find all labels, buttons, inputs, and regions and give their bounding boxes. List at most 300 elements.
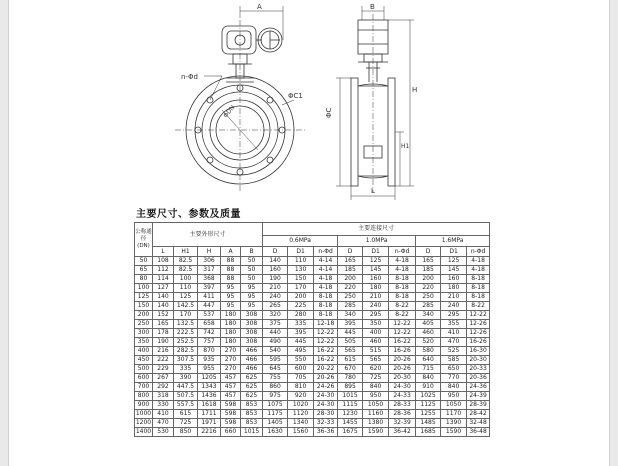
table-row xyxy=(135,356,490,365)
table-cell: 4-18 xyxy=(389,257,416,266)
table-cell: 470 xyxy=(153,419,174,428)
table-cell: 125 xyxy=(441,257,467,266)
table-cell: 20-30 xyxy=(467,356,490,365)
table-cell: 1170 xyxy=(441,410,467,419)
table-cell: 600 xyxy=(288,365,314,374)
table-row xyxy=(135,374,490,383)
table-cell: 125 xyxy=(363,257,389,266)
column-header: D xyxy=(263,247,288,257)
table-cell: 505 xyxy=(338,338,363,347)
table-row xyxy=(135,275,490,284)
table-cell: 585 xyxy=(441,356,467,365)
table-cell: 4-18 xyxy=(314,275,338,284)
table-cell: 4-14 xyxy=(314,266,338,275)
table-cell: 457 xyxy=(221,392,241,401)
table-cell: 755 xyxy=(263,374,288,383)
table-cell: 853 xyxy=(241,419,263,428)
table-cell: 160 xyxy=(441,275,467,284)
table-cell: 495 xyxy=(288,347,314,356)
table-cell: 88 xyxy=(221,275,241,284)
table-cell: 595 xyxy=(263,356,288,365)
table-cell: 178 xyxy=(153,329,174,338)
table-cell: 411 xyxy=(198,293,221,302)
table-row xyxy=(135,428,490,437)
table-cell: 250 xyxy=(338,293,363,302)
table-cell: 307.5 xyxy=(174,356,198,365)
table-cell: 8-18 xyxy=(314,311,338,320)
table-cell: 1485 xyxy=(416,419,441,428)
table-cell: 1175 xyxy=(263,410,288,419)
table-cell: 550 xyxy=(288,356,314,365)
table-row xyxy=(135,401,490,410)
table-row xyxy=(135,338,490,347)
table-cell: 447.5 xyxy=(174,383,198,392)
table-cell: 910 xyxy=(416,383,441,392)
spec-table-body xyxy=(135,257,490,437)
table-cell: 410 xyxy=(153,410,174,419)
table-cell: 180 xyxy=(221,338,241,347)
table-cell: 350 xyxy=(363,320,389,329)
table-cell: 36-42 xyxy=(389,428,416,437)
table-cell: 8-18 xyxy=(389,284,416,293)
table-cell: 340 xyxy=(416,311,441,320)
dn-cell: 100 xyxy=(135,284,153,293)
table-cell: 1120 xyxy=(288,410,314,419)
table-cell: 840 xyxy=(363,383,389,392)
table-cell: 355 xyxy=(441,320,467,329)
table-cell: 447 xyxy=(198,302,221,311)
front-view xyxy=(175,6,306,192)
table-cell: 185 xyxy=(416,266,441,275)
column-header: D xyxy=(416,247,441,257)
table-cell: 16-26 xyxy=(389,347,416,356)
table-cell: 180 xyxy=(221,311,241,320)
table-row xyxy=(135,320,490,329)
table-cell: 955 xyxy=(198,365,221,374)
table-cell: 853 xyxy=(241,401,263,410)
dn-cell: 450 xyxy=(135,356,153,365)
table-cell: 1390 xyxy=(441,419,467,428)
table-cell: 8-18 xyxy=(467,284,490,293)
table-cell: 240 xyxy=(441,302,467,311)
dn-cell: 600 xyxy=(135,374,153,383)
table-cell: 12-22 xyxy=(389,329,416,338)
table-cell: 658 xyxy=(198,320,221,329)
label-B: B xyxy=(370,3,375,11)
table-row xyxy=(135,257,490,266)
table-cell: 1075 xyxy=(263,401,288,410)
label-phi-c1: ΦC1 xyxy=(288,92,303,100)
table-cell: 28-39 xyxy=(467,401,490,410)
column-header: n-Φd xyxy=(314,247,338,257)
table-cell: 466 xyxy=(241,356,263,365)
table-cell: 335 xyxy=(288,320,314,329)
table-cell: 670 xyxy=(338,365,363,374)
table-cell: 935 xyxy=(198,356,221,365)
table-cell: 705 xyxy=(288,374,314,383)
table-cell: 308 xyxy=(241,329,263,338)
table-cell: 625 xyxy=(241,374,263,383)
section-title: 主要尺寸、参数及质量 xyxy=(136,209,241,220)
table-cell: 400 xyxy=(363,329,389,338)
table-cell: 405 xyxy=(416,320,441,329)
table-cell: 1230 xyxy=(338,410,363,419)
table-cell: 1340 xyxy=(288,419,314,428)
label-phi-c: ΦC xyxy=(325,107,333,118)
table-cell: 4-14 xyxy=(314,257,338,266)
table-cell: 895 xyxy=(338,383,363,392)
table-cell: 1560 xyxy=(288,428,314,437)
dn-cell: 150 xyxy=(135,302,153,311)
table-cell: 757 xyxy=(198,338,221,347)
table-cell: 1050 xyxy=(363,401,389,410)
label-A: A xyxy=(257,3,262,11)
table-cell: 308 xyxy=(241,338,263,347)
table-cell: 110 xyxy=(288,257,314,266)
table-cell: 50 xyxy=(241,266,263,275)
table-cell: 50 xyxy=(241,275,263,284)
table-cell: 180 xyxy=(221,320,241,329)
table-cell: 457 xyxy=(221,374,241,383)
column-header: H1 xyxy=(174,247,198,257)
table-cell: 28-33 xyxy=(389,401,416,410)
table-cell: 250 xyxy=(416,293,441,302)
table-cell: 850 xyxy=(174,428,198,437)
dn-cell: 400 xyxy=(135,347,153,356)
table-cell: 88 xyxy=(221,257,241,266)
table-cell: 20-26 xyxy=(389,365,416,374)
table-row xyxy=(135,419,490,428)
table-cell: 240 xyxy=(363,302,389,311)
dn-cell: 125 xyxy=(135,293,153,302)
table-cell: 222 xyxy=(153,356,174,365)
table-cell: 770 xyxy=(441,374,467,383)
table-cell: 8-22 xyxy=(389,311,416,320)
table-cell: 1125 xyxy=(416,401,441,410)
table-cell: 395 xyxy=(338,320,363,329)
table-cell: 395 xyxy=(288,329,314,338)
table-cell: 8-22 xyxy=(467,302,490,311)
table-row xyxy=(135,293,490,302)
header-pressure-0.6: 0.6MPa xyxy=(263,236,338,247)
table-cell: 1255 xyxy=(416,410,441,419)
table-cell: 88 xyxy=(221,266,241,275)
table-cell: 190 xyxy=(263,275,288,284)
table-row xyxy=(135,365,490,374)
table-cell: 160 xyxy=(263,266,288,275)
table-cell: 16-22 xyxy=(314,347,338,356)
table-cell: 200 xyxy=(416,275,441,284)
table-cell: 620 xyxy=(363,365,389,374)
table-cell: 295 xyxy=(441,311,467,320)
table-cell: 410 xyxy=(441,329,467,338)
table-cell: 625 xyxy=(241,383,263,392)
table-cell: 950 xyxy=(363,392,389,401)
table-cell: 20-36 xyxy=(467,374,490,383)
dn-cell: 900 xyxy=(135,401,153,410)
column-header: D xyxy=(338,247,363,257)
table-cell: 95 xyxy=(241,293,263,302)
table-cell: 24-30 xyxy=(314,392,338,401)
table-cell: 860 xyxy=(263,383,288,392)
table-cell: 810 xyxy=(288,383,314,392)
table-cell: 4-18 xyxy=(467,257,490,266)
dn-cell: 1000 xyxy=(135,410,152,417)
table-cell: 127 xyxy=(153,284,174,293)
column-header: A xyxy=(221,247,241,257)
table-cell: 270 xyxy=(221,356,241,365)
dn-cell: 500 xyxy=(135,365,153,374)
table-cell: 780 xyxy=(338,374,363,383)
table-cell: 252.5 xyxy=(174,338,198,347)
table-cell: 8-22 xyxy=(389,302,416,311)
table-cell: 1455 xyxy=(338,419,363,428)
table-cell: 20-22 xyxy=(314,365,338,374)
label-n-phi-d: n-Φd xyxy=(181,73,198,81)
table-cell: 1115 xyxy=(338,401,363,410)
table-cell: 625 xyxy=(241,392,263,401)
table-cell: 840 xyxy=(416,374,441,383)
table-cell: 335 xyxy=(174,365,198,374)
dn-cell: 50 xyxy=(135,257,153,266)
table-cell: 640 xyxy=(416,356,441,365)
table-cell: 490 xyxy=(263,338,288,347)
table-cell: 725 xyxy=(363,374,389,383)
table-cell: 165 xyxy=(416,257,441,266)
table-cell: 282.5 xyxy=(174,347,198,356)
table-cell: 32-48 xyxy=(467,419,490,428)
table-cell: 1160 xyxy=(363,410,389,419)
table-cell: 470 xyxy=(441,338,467,347)
table-cell: 460 xyxy=(416,329,441,338)
table-cell: 95 xyxy=(221,284,241,293)
table-cell: 165 xyxy=(338,257,363,266)
table-cell: 457 xyxy=(221,383,241,392)
table-cell: 220 xyxy=(338,284,363,293)
table-cell: 317 xyxy=(198,266,221,275)
label-L: L xyxy=(371,187,375,195)
table-cell: 615 xyxy=(174,410,198,419)
table-cell: 280 xyxy=(288,311,314,320)
label-H: H xyxy=(412,86,418,94)
table-cell: 507.5 xyxy=(174,392,198,401)
table-cell: 1630 xyxy=(263,428,288,437)
table-cell: 95 xyxy=(241,302,263,311)
table-cell: 140 xyxy=(153,293,174,302)
table-cell: 12-22 xyxy=(314,329,338,338)
dn-cell: 1400 xyxy=(135,428,152,435)
table-cell: 308 xyxy=(241,320,263,329)
table-cell: 152 xyxy=(153,311,174,320)
table-cell: 12-22 xyxy=(389,320,416,329)
table-cell: 375 xyxy=(263,320,288,329)
column-header: n-Φd xyxy=(467,247,490,257)
table-cell: 515 xyxy=(363,347,389,356)
table-cell: 565 xyxy=(363,356,389,365)
table-cell: 24-30 xyxy=(314,401,338,410)
table-cell: 390 xyxy=(174,374,198,383)
table-cell: 142.5 xyxy=(174,302,198,311)
table-cell: 200 xyxy=(338,275,363,284)
table-cell: 170 xyxy=(174,311,198,320)
table-cell: 160 xyxy=(363,275,389,284)
table-cell: 112 xyxy=(153,266,174,275)
table-cell: 285 xyxy=(338,302,363,311)
table-cell: 210 xyxy=(263,284,288,293)
table-cell: 660 xyxy=(221,428,241,437)
table-cell: 20-30 xyxy=(389,374,416,383)
dn-cell: 80 xyxy=(135,275,153,284)
column-header: L xyxy=(153,247,174,257)
table-cell: 28-30 xyxy=(314,410,338,419)
table-cell: 466 xyxy=(241,347,263,356)
table-cell: 975 xyxy=(263,392,288,401)
column-header: n-Φd xyxy=(389,247,416,257)
table-row xyxy=(135,284,490,293)
table-cell: 20-26 xyxy=(389,356,416,365)
table-cell: 1711 xyxy=(198,410,221,419)
table-cell: 598 xyxy=(221,401,241,410)
table-cell: 12-26 xyxy=(467,320,490,329)
table-cell: 1050 xyxy=(441,401,467,410)
table-cell: 440 xyxy=(263,329,288,338)
table-cell: 82.5 xyxy=(174,266,198,275)
table-cell: 50 xyxy=(241,257,263,266)
table-cell: 598 xyxy=(221,419,241,428)
table-cell: 180 xyxy=(363,284,389,293)
table-cell: 2216 xyxy=(198,428,221,437)
table-cell: 12-22 xyxy=(467,311,490,320)
table-cell: 216 xyxy=(153,347,174,356)
table-cell: 306 xyxy=(198,257,221,266)
side-view xyxy=(336,6,414,200)
table-cell: 210 xyxy=(363,293,389,302)
table-cell: 82.5 xyxy=(174,257,198,266)
table-cell: 445 xyxy=(338,329,363,338)
table-cell: 1380 xyxy=(363,419,389,428)
column-header-row xyxy=(135,247,490,257)
table-cell: 1015 xyxy=(338,392,363,401)
table-cell: 1436 xyxy=(198,392,221,401)
table-cell: 853 xyxy=(241,410,263,419)
table-cell: 466 xyxy=(241,365,263,374)
table-cell: 132.5 xyxy=(174,320,198,329)
table-cell: 1205 xyxy=(198,374,221,383)
table-cell: 12-26 xyxy=(467,329,490,338)
table-cell: 32-33 xyxy=(314,419,338,428)
table-cell: 190 xyxy=(153,338,174,347)
table-cell: 24-36 xyxy=(467,383,490,392)
table-cell: 100 xyxy=(174,275,198,284)
dn-cell: 700 xyxy=(135,383,153,392)
column-header: B xyxy=(241,247,263,257)
table-cell: 270 xyxy=(221,347,241,356)
table-cell: 170 xyxy=(288,284,314,293)
table-cell: 36-48 xyxy=(467,428,490,437)
column-header: D1 xyxy=(288,247,314,257)
table-cell: 20-33 xyxy=(467,365,490,374)
header-dn: 公称通径(DN) xyxy=(135,223,153,257)
table-cell: 292 xyxy=(153,383,174,392)
table-row xyxy=(135,410,490,419)
table-cell: 645 xyxy=(263,365,288,374)
table-cell: 1020 xyxy=(288,401,314,410)
table-cell: 715 xyxy=(416,365,441,374)
table-cell: 615 xyxy=(338,356,363,365)
table-cell: 4-18 xyxy=(467,266,490,275)
table-cell: 220 xyxy=(416,284,441,293)
table-cell: 145 xyxy=(363,266,389,275)
table-cell: 150 xyxy=(288,275,314,284)
table-cell: 265 xyxy=(263,302,288,311)
table-cell: 12-18 xyxy=(314,320,338,329)
table-cell: 28-36 xyxy=(389,410,416,419)
column-header: D1 xyxy=(363,247,389,257)
table-cell: 95 xyxy=(241,284,263,293)
table-cell: 114 xyxy=(153,275,174,284)
dn-cell: 350 xyxy=(135,338,153,347)
table-cell: 28-42 xyxy=(467,410,490,419)
spec-table xyxy=(134,222,490,437)
table-cell: 368 xyxy=(198,275,221,284)
table-row xyxy=(135,383,490,392)
dn-cell: 1200 xyxy=(135,419,152,426)
table-cell: 108 xyxy=(153,257,174,266)
table-cell: 24-26 xyxy=(314,383,338,392)
table-cell: 8-18 xyxy=(389,275,416,284)
dn-cell: 800 xyxy=(135,392,153,401)
table-cell: 24-33 xyxy=(389,392,416,401)
table-cell: 557.5 xyxy=(174,401,198,410)
header-pressure-1.0: 1.0MPa xyxy=(338,236,416,247)
table-cell: 222.5 xyxy=(174,329,198,338)
table-cell: 8-18 xyxy=(314,293,338,302)
table-row xyxy=(135,347,490,356)
table-cell: 1618 xyxy=(198,401,221,410)
dn-cell: 300 xyxy=(135,329,153,338)
table-cell: 180 xyxy=(441,284,467,293)
table-cell: 32-39 xyxy=(389,419,416,428)
label-phi-dn: ΦDN xyxy=(222,104,237,120)
table-cell: 229 xyxy=(153,365,174,374)
table-cell: 267 xyxy=(153,374,174,383)
table-cell: 1025 xyxy=(416,392,441,401)
table-cell: 318 xyxy=(153,392,174,401)
table-cell: 530 xyxy=(153,428,174,437)
table-cell: 165 xyxy=(153,320,174,329)
table-cell: 8-18 xyxy=(314,302,338,311)
table-cell: 308 xyxy=(241,311,263,320)
table-cell: 1675 xyxy=(338,428,363,437)
table-cell: 598 xyxy=(221,410,241,419)
valve-drawing xyxy=(0,0,618,205)
table-cell: 110 xyxy=(174,284,198,293)
table-cell: 285 xyxy=(416,302,441,311)
header-main-connection: 主要连接尺寸 xyxy=(263,223,490,236)
table-cell: 270 xyxy=(221,365,241,374)
column-header: D1 xyxy=(441,247,467,257)
table-cell: 445 xyxy=(288,338,314,347)
table-cell: 140 xyxy=(153,302,174,311)
table-cell: 1590 xyxy=(441,428,467,437)
table-cell: 565 xyxy=(338,347,363,356)
table-cell: 580 xyxy=(416,347,441,356)
table-cell: 330 xyxy=(153,401,174,410)
table-row xyxy=(135,302,490,311)
table-cell: 4-18 xyxy=(389,266,416,275)
table-cell: 540 xyxy=(263,347,288,356)
table-cell: 1971 xyxy=(198,419,221,428)
